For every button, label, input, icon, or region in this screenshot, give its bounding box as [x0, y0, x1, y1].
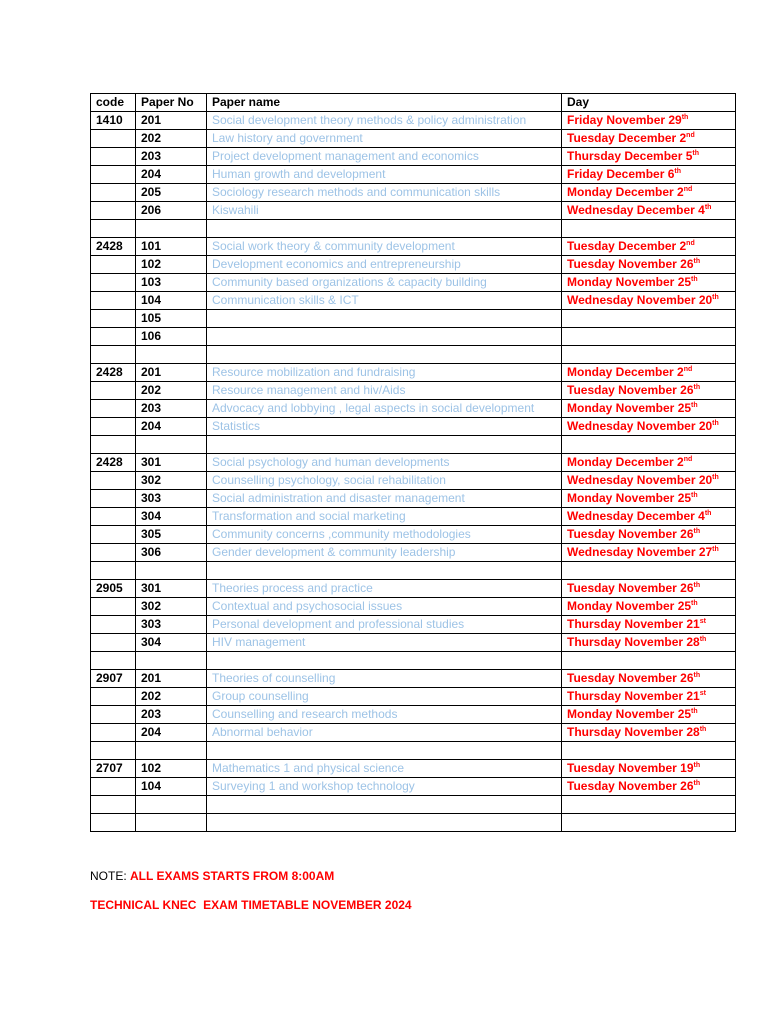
paper-name-cell: Gender development & community leadership: [207, 544, 562, 562]
exam-code-cell: [91, 688, 136, 706]
ordinal-suffix: th: [692, 150, 699, 157]
exam-day-text: Thursday November 28: [567, 725, 700, 739]
exam-code-cell: [91, 148, 136, 166]
paper-name-cell: Abnormal behavior: [207, 724, 562, 742]
ordinal-suffix: th: [712, 420, 719, 427]
table-row: [91, 202, 736, 220]
paper-no-cell: [136, 346, 207, 364]
exam-code-cell: [91, 184, 136, 202]
paper-no-cell: 302: [136, 598, 207, 616]
exam-code-cell: 2907: [91, 670, 136, 688]
header-day: Day: [562, 94, 736, 112]
exam-code-cell: [91, 814, 136, 832]
paper-name-cell: Theories of counselling: [207, 670, 562, 688]
paper-no-cell: 201: [136, 670, 207, 688]
exam-day-cell: [562, 454, 736, 472]
paper-name-cell: [207, 310, 562, 328]
exam-day-text: Thursday December 5: [567, 149, 693, 163]
exam-day-cell: [562, 130, 736, 148]
ordinal-suffix: nd: [683, 186, 693, 193]
paper-no-cell: 105: [136, 310, 207, 328]
paper-name-cell: Social administration and disaster management: [207, 490, 562, 508]
exam-code-cell: [91, 526, 136, 544]
exam-code-cell: [91, 562, 136, 580]
ordinal-suffix: th: [691, 402, 698, 409]
exam-day-cell: [562, 382, 736, 400]
paper-no-cell: [136, 436, 207, 454]
table-row: [91, 184, 736, 202]
paper-no-cell: 101: [136, 238, 207, 256]
exam-day-text: Wednesday November 27: [567, 545, 713, 559]
table-row: [91, 148, 736, 166]
paper-no-cell: [136, 652, 207, 670]
exam-code-cell: [91, 490, 136, 508]
header-paper-name: Paper name: [207, 94, 562, 112]
ordinal-suffix: st: [699, 618, 706, 625]
table-row: [91, 796, 736, 814]
paper-no-cell: 202: [136, 382, 207, 400]
exam-day-text: Monday November 25: [567, 599, 692, 613]
exam-day-cell: [562, 472, 736, 490]
exam-day-text: Thursday November 21: [567, 689, 700, 703]
exam-day-cell: [562, 724, 736, 742]
exam-day-cell: [562, 652, 736, 670]
paper-name-cell: Social development theory methods & policy administration: [207, 112, 562, 130]
exam-day-cell: [562, 706, 736, 724]
exam-day-text: Tuesday December 2: [567, 131, 687, 145]
exam-timetable: [90, 93, 736, 832]
table-row: [91, 634, 736, 652]
exam-code-cell: [91, 796, 136, 814]
exam-day-cell: [562, 796, 736, 814]
exam-day-cell: [562, 544, 736, 562]
ordinal-suffix: th: [693, 672, 701, 679]
ordinal-suffix: th: [693, 582, 701, 589]
exam-code-cell: [91, 598, 136, 616]
ordinal-suffix: th: [712, 474, 719, 481]
table-row: [91, 238, 736, 256]
ordinal-suffix: th: [691, 276, 698, 283]
ordinal-suffix: nd: [686, 240, 695, 247]
table-row: [91, 706, 736, 724]
paper-no-cell: [136, 814, 207, 832]
exam-code-cell: [91, 778, 136, 796]
exam-day-cell: [562, 310, 736, 328]
ordinal-suffix: th: [704, 204, 712, 211]
table-row: [91, 688, 736, 706]
paper-no-cell: 204: [136, 724, 207, 742]
paper-no-cell: [136, 742, 207, 760]
exam-day-text: Tuesday November 26: [567, 779, 694, 793]
ordinal-suffix: th: [712, 546, 719, 553]
exam-day-cell: [562, 220, 736, 238]
paper-no-cell: 302: [136, 472, 207, 490]
paper-no-cell: 203: [136, 706, 207, 724]
exam-code-cell: [91, 346, 136, 364]
paper-name-cell: Counselling and research methods: [207, 706, 562, 724]
paper-name-cell: [207, 796, 562, 814]
table-row: [91, 364, 736, 382]
exam-code-cell: [91, 220, 136, 238]
paper-no-cell: 202: [136, 130, 207, 148]
paper-name-cell: Transformation and social marketing: [207, 508, 562, 526]
paper-no-cell: 203: [136, 148, 207, 166]
exam-day-cell: [562, 364, 736, 382]
table-row: [91, 544, 736, 562]
paper-name-cell: [207, 436, 562, 454]
exam-code-cell: [91, 382, 136, 400]
paper-name-cell: [207, 814, 562, 832]
paper-no-cell: 104: [136, 292, 207, 310]
ordinal-suffix: th: [691, 492, 698, 499]
exam-day-cell: [562, 742, 736, 760]
table-row: [91, 580, 736, 598]
exam-day-text: Monday November 25: [567, 275, 692, 289]
exam-code-cell: [91, 508, 136, 526]
paper-no-cell: 104: [136, 778, 207, 796]
table-row: [91, 310, 736, 328]
paper-no-cell: 305: [136, 526, 207, 544]
exam-day-text: Tuesday November 26: [567, 527, 694, 541]
exam-code-cell: [91, 652, 136, 670]
exam-day-text: Thursday November 28: [567, 635, 700, 649]
table-row: [91, 616, 736, 634]
paper-name-cell: Surveying 1 and workshop technology: [207, 778, 562, 796]
paper-no-cell: 204: [136, 418, 207, 436]
ordinal-suffix: nd: [683, 456, 693, 463]
paper-no-cell: [136, 796, 207, 814]
ordinal-suffix: th: [712, 294, 719, 301]
table-row: [91, 436, 736, 454]
paper-name-cell: Social work theory & community development: [207, 238, 562, 256]
paper-no-cell: [136, 220, 207, 238]
table-row: [91, 670, 736, 688]
exam-code-cell: [91, 274, 136, 292]
exam-day-text: Wednesday December 4: [567, 509, 705, 523]
exam-day-cell: [562, 580, 736, 598]
paper-name-cell: Personal development and professional studies: [207, 616, 562, 634]
note-label: NOTE:: [90, 869, 131, 883]
table-row: [91, 454, 736, 472]
paper-no-cell: 204: [136, 166, 207, 184]
paper-name-cell: [207, 220, 562, 238]
paper-name-cell: Group counselling: [207, 688, 562, 706]
ordinal-suffix: th: [693, 384, 701, 391]
exam-day-cell: [562, 292, 736, 310]
ordinal-suffix: th: [704, 510, 712, 517]
table-row: [91, 508, 736, 526]
table-row: [91, 292, 736, 310]
exam-day-text: Wednesday November 20: [567, 293, 713, 307]
exam-day-cell: [562, 562, 736, 580]
paper-name-cell: [207, 328, 562, 346]
exam-day-text: Friday November 29: [567, 113, 682, 127]
exam-day-cell: [562, 616, 736, 634]
paper-name-cell: [207, 652, 562, 670]
table-row: [91, 760, 736, 778]
exam-code-cell: [91, 634, 136, 652]
exam-day-cell: [562, 490, 736, 508]
exam-day-text: Tuesday November 26: [567, 383, 694, 397]
exam-code-cell: 2428: [91, 364, 136, 382]
table-row: [91, 472, 736, 490]
exam-day-text: Monday November 25: [567, 401, 692, 415]
ordinal-suffix: nd: [686, 132, 695, 139]
exam-code-cell: [91, 130, 136, 148]
exam-code-cell: [91, 256, 136, 274]
table-row: [91, 346, 736, 364]
exam-day-cell: [562, 526, 736, 544]
paper-no-cell: 301: [136, 580, 207, 598]
exam-code-cell: [91, 724, 136, 742]
paper-name-cell: Community concerns ,community methodologies: [207, 526, 562, 544]
exam-code-cell: 1410: [91, 112, 136, 130]
exam-day-cell: [562, 814, 736, 832]
ordinal-suffix: th: [699, 726, 707, 733]
paper-no-cell: 303: [136, 490, 207, 508]
table-row: [91, 778, 736, 796]
paper-name-cell: Contextual and psychosocial issues: [207, 598, 562, 616]
ordinal-suffix: th: [693, 258, 701, 265]
exam-day-cell: [562, 508, 736, 526]
exam-day-cell: [562, 346, 736, 364]
header-row: [91, 94, 736, 112]
paper-name-cell: Advocacy and lobbying , legal aspects in social development: [207, 400, 562, 418]
exam-day-cell: [562, 688, 736, 706]
table-row: [91, 562, 736, 580]
exam-code-cell: [91, 616, 136, 634]
paper-no-cell: 202: [136, 688, 207, 706]
table-row: [91, 256, 736, 274]
exam-day-text: Wednesday December 4: [567, 203, 705, 217]
paper-name-cell: Kiswahili: [207, 202, 562, 220]
exam-day-cell: [562, 256, 736, 274]
paper-no-cell: 102: [136, 760, 207, 778]
paper-no-cell: 304: [136, 634, 207, 652]
exam-day-cell: [562, 670, 736, 688]
ordinal-suffix: nd: [683, 366, 693, 373]
paper-no-cell: 203: [136, 400, 207, 418]
paper-no-cell: 102: [136, 256, 207, 274]
exam-day-text: Wednesday November 20: [567, 473, 713, 487]
exam-code-cell: 2905: [91, 580, 136, 598]
exam-day-text: Monday November 25: [567, 707, 692, 721]
paper-name-cell: Sociology research methods and communication skills: [207, 184, 562, 202]
exam-day-cell: [562, 418, 736, 436]
paper-name-cell: [207, 346, 562, 364]
paper-name-cell: Statistics: [207, 418, 562, 436]
exam-code-cell: [91, 706, 136, 724]
paper-name-cell: HIV management: [207, 634, 562, 652]
paper-name-cell: Mathematics 1 and physical science: [207, 760, 562, 778]
paper-name-cell: Community based organizations & capacity building: [207, 274, 562, 292]
exam-day-cell: [562, 778, 736, 796]
paper-no-cell: [136, 562, 207, 580]
ordinal-suffix: th: [674, 168, 681, 175]
exam-day-cell: [562, 238, 736, 256]
exam-day-text: Monday December 2: [567, 455, 684, 469]
paper-name-cell: Development economics and entrepreneurship: [207, 256, 562, 274]
exam-code-cell: [91, 328, 136, 346]
ordinal-suffix: st: [699, 690, 706, 697]
paper-name-cell: Counselling psychology, social rehabilitation: [207, 472, 562, 490]
note-text: ALL EXAMS STARTS FROM 8:00AM: [130, 869, 335, 883]
exam-day-text: Thursday November 21: [567, 617, 700, 631]
exam-code-cell: [91, 202, 136, 220]
exam-day-text: Monday December 2: [567, 185, 684, 199]
exam-day-text: Tuesday November 19: [567, 761, 694, 775]
table-row: [91, 166, 736, 184]
exam-day-cell: [562, 202, 736, 220]
note-line: [90, 869, 334, 883]
exam-code-cell: 2707: [91, 760, 136, 778]
paper-no-cell: 301: [136, 454, 207, 472]
paper-name-cell: Social psychology and human developments: [207, 454, 562, 472]
paper-name-cell: [207, 562, 562, 580]
exam-code-cell: [91, 166, 136, 184]
exam-code-cell: [91, 742, 136, 760]
table-row: [91, 526, 736, 544]
table-row: [91, 382, 736, 400]
table-row: [91, 724, 736, 742]
paper-no-cell: 206: [136, 202, 207, 220]
exam-day-cell: [562, 112, 736, 130]
table-row: [91, 130, 736, 148]
paper-no-cell: 205: [136, 184, 207, 202]
exam-day-cell: [562, 634, 736, 652]
table-row: [91, 328, 736, 346]
exam-code-cell: 2428: [91, 238, 136, 256]
exam-code-cell: [91, 472, 136, 490]
timetable-body: [91, 112, 736, 832]
exam-day-cell: [562, 274, 736, 292]
paper-no-cell: 304: [136, 508, 207, 526]
paper-no-cell: 306: [136, 544, 207, 562]
exam-code-cell: [91, 436, 136, 454]
exam-day-cell: [562, 184, 736, 202]
paper-name-cell: Communication skills & ICT: [207, 292, 562, 310]
table-row: [91, 652, 736, 670]
paper-no-cell: 103: [136, 274, 207, 292]
exam-day-text: Tuesday November 26: [567, 581, 694, 595]
header-paper-no: Paper No: [136, 94, 207, 112]
paper-name-cell: [207, 742, 562, 760]
exam-code-cell: [91, 292, 136, 310]
paper-name-cell: Resource management and hiv/Aids: [207, 382, 562, 400]
exam-code-cell: 2428: [91, 454, 136, 472]
exam-day-text: Friday December 6: [567, 167, 675, 181]
exam-day-text: Wednesday November 20: [567, 419, 713, 433]
paper-no-cell: 106: [136, 328, 207, 346]
table-row: [91, 490, 736, 508]
paper-no-cell: 201: [136, 364, 207, 382]
ordinal-suffix: th: [693, 528, 701, 535]
paper-name-cell: Human growth and development: [207, 166, 562, 184]
exam-day-text: Monday December 2: [567, 365, 684, 379]
exam-code-cell: [91, 400, 136, 418]
paper-no-cell: 303: [136, 616, 207, 634]
table-row: [91, 418, 736, 436]
exam-day-text: Monday November 25: [567, 491, 692, 505]
paper-no-cell: 201: [136, 112, 207, 130]
exam-day-text: Tuesday November 26: [567, 671, 694, 685]
ordinal-suffix: th: [693, 762, 701, 769]
header-code: code: [91, 94, 136, 112]
ordinal-suffix: th: [681, 114, 689, 121]
paper-name-cell: Resource mobilization and fundraising: [207, 364, 562, 382]
ordinal-suffix: th: [691, 600, 698, 607]
ordinal-suffix: th: [691, 708, 698, 715]
exam-code-cell: [91, 310, 136, 328]
table-row: [91, 742, 736, 760]
ordinal-suffix: th: [693, 780, 701, 787]
table-row: [91, 220, 736, 238]
document-title: TECHNICAL KNEC EXAM TIMETABLE NOVEMBER 2024: [90, 898, 412, 912]
paper-name-cell: Theories process and practice: [207, 580, 562, 598]
exam-day-cell: [562, 166, 736, 184]
table-row: [91, 598, 736, 616]
table-row: [91, 112, 736, 130]
exam-day-cell: [562, 328, 736, 346]
exam-day-text: Tuesday December 2: [567, 239, 687, 253]
table-row: [91, 400, 736, 418]
exam-day-cell: [562, 436, 736, 454]
paper-name-cell: Project development management and economics: [207, 148, 562, 166]
exam-day-cell: [562, 760, 736, 778]
exam-day-cell: [562, 148, 736, 166]
ordinal-suffix: th: [699, 636, 707, 643]
exam-day-cell: [562, 400, 736, 418]
paper-name-cell: Law history and government: [207, 130, 562, 148]
exam-code-cell: [91, 418, 136, 436]
exam-day-text: Tuesday November 26: [567, 257, 694, 271]
exam-day-cell: [562, 598, 736, 616]
exam-code-cell: [91, 544, 136, 562]
table-row: [91, 274, 736, 292]
table-row: [91, 814, 736, 832]
